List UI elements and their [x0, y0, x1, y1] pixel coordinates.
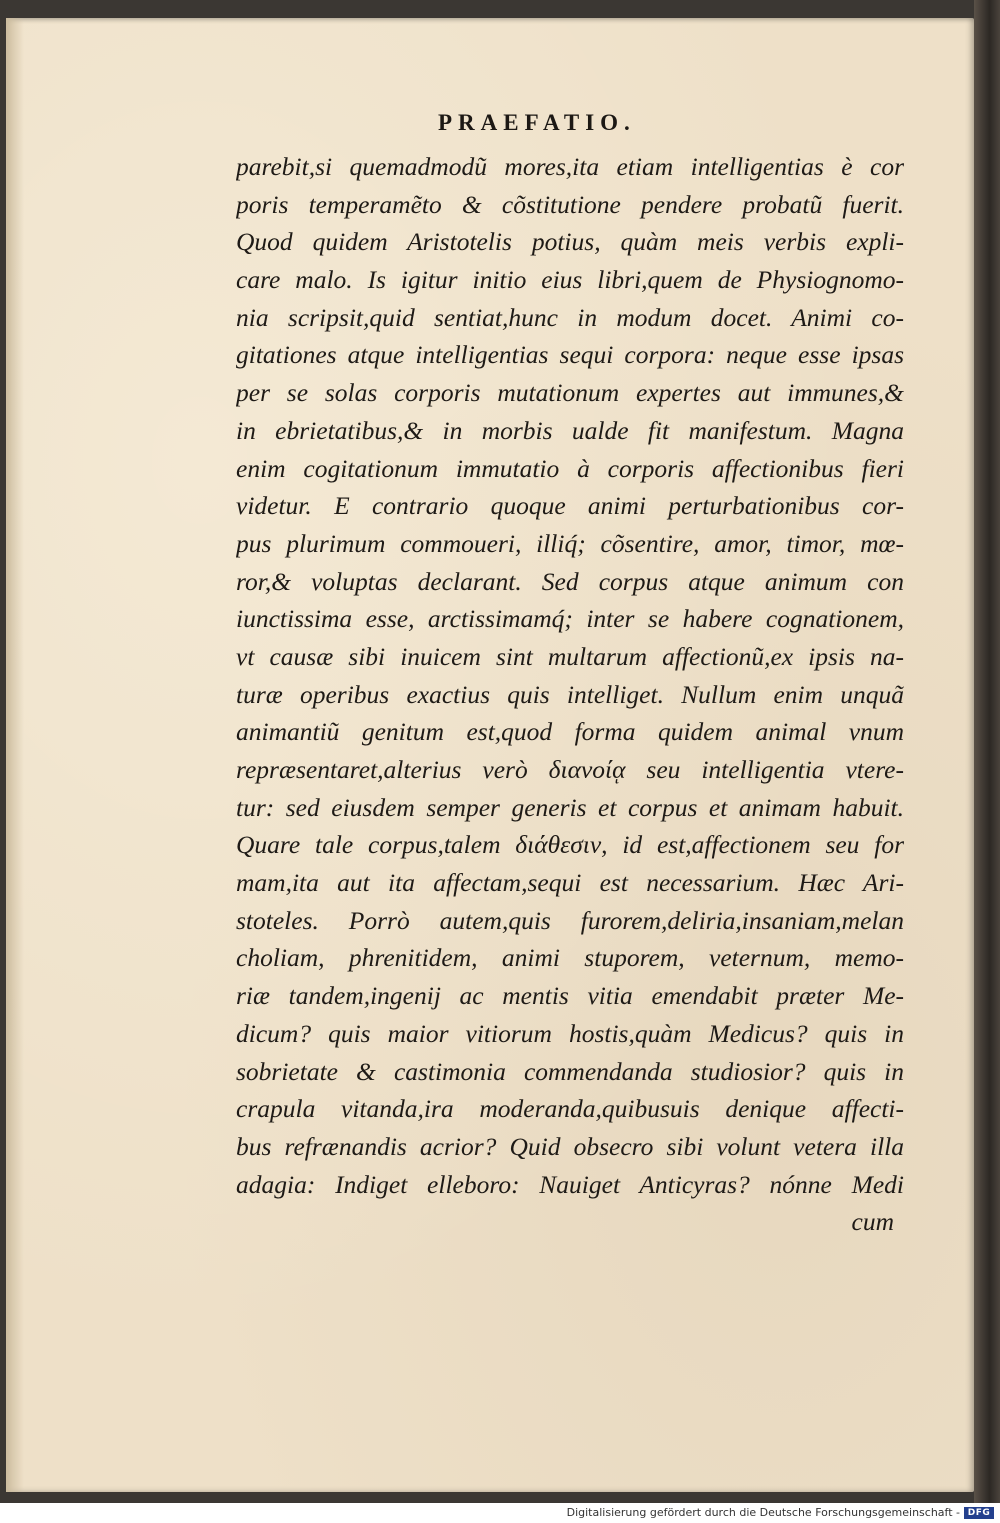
text-line: per se solas corporis mutationum expertes aut immunes,&	[236, 378, 904, 408]
text-line: Quare tale corpus,talem διάθεσιν, id est,affectionem seu for	[236, 830, 904, 860]
funding-credit: Digitalisierung gefördert durch die Deutsche Forschungsgemeinschaft -	[566, 1506, 960, 1519]
text-line: parebit,si quemadmodũ mores,ita etiam intelligentias è cor	[236, 152, 904, 181]
dfg-logo-icon[interactable]: DFG	[964, 1507, 994, 1519]
text-line: adagia: Indiget elleboro: Nauiget Anticyras? nónne Medi	[236, 1169, 904, 1199]
text-line: nia scripsit,quid sentiat,hunc in modum docet. Animi co-	[236, 302, 904, 332]
catchword: cum	[851, 1207, 894, 1237]
page-edge-shadow	[6, 18, 24, 1492]
text-line: stoteles. Porrò autem,quis furorem,deliria,insaniam,melan	[236, 905, 904, 935]
footer-bar	[0, 1503, 1000, 1523]
text-line: crapula vitanda,ira moderanda,quibusuis denique affecti-	[236, 1094, 904, 1124]
text-line: turæ operibus exactius quis intelliget. Nullum enim unquã	[236, 679, 904, 709]
text-line: dicum? quis maior vitiorum hostis,quàm Medicus? quis in	[236, 1018, 904, 1048]
text-line: choliam, phrenitidem, animi stuporem, veternum, memo-	[236, 943, 904, 973]
running-head: PRAEFATIO.	[438, 110, 636, 135]
book-spine-edge	[974, 0, 1000, 1503]
text-line: care malo. Is igitur initio eius libri,quem de Physiognomo-	[236, 265, 904, 295]
text-line: repræsentaret,alterius verò διανοίᾳ seu intelligentia vtere-	[236, 755, 904, 784]
text-line: gitationes atque intelligentias sequi corpora: neque esse ipsas	[236, 340, 904, 370]
text-line: animantiũ genitum est,quod forma quidem animal vnum	[236, 717, 904, 747]
text-line: mam,ita aut ita affectam,sequi est necessarium. Hæc Ari-	[236, 868, 904, 898]
text-line: bus refrænandis acrior? Quid obsecro sibi volunt vetera illa	[236, 1131, 904, 1161]
text-line: pus plurimum commoueri, illiq́; cõsentire, amor, timor, mœ-	[236, 528, 904, 558]
text-line: sobrietate & castimonia commendanda studiosior? quis in	[236, 1056, 904, 1086]
text-line: videtur. E contrario quoque animi perturbationibus cor-	[236, 491, 904, 521]
text-line: ror,& voluptas declarant. Sed corpus atque animum con	[236, 566, 904, 596]
text-line: Quod quidem Aristotelis potius, quàm meis verbis expli-	[236, 227, 904, 257]
text-line: vt causæ sibi inuicem sint multarum affectionũ,ex ipsis na-	[236, 641, 904, 671]
text-line: in ebrietatibus,& in morbis ualde fit manifestum. Magna	[236, 415, 904, 445]
text-line: iunctissima esse, arctissimamq́; inter se habere cognationem,	[236, 604, 904, 634]
text-line: enim cogitationum immutatio à corporis affectionibus fieri	[236, 453, 904, 483]
text-line: poris temperamẽto & cõstitutione pendere probatũ fuerit.	[236, 189, 904, 219]
body-text	[236, 148, 904, 1241]
text-line: riæ tandem,ingenij ac mentis vitia emendabit præter Me-	[236, 981, 904, 1011]
text-line: tur: sed eiusdem semper generis et corpus et animam habuit.	[236, 792, 904, 822]
